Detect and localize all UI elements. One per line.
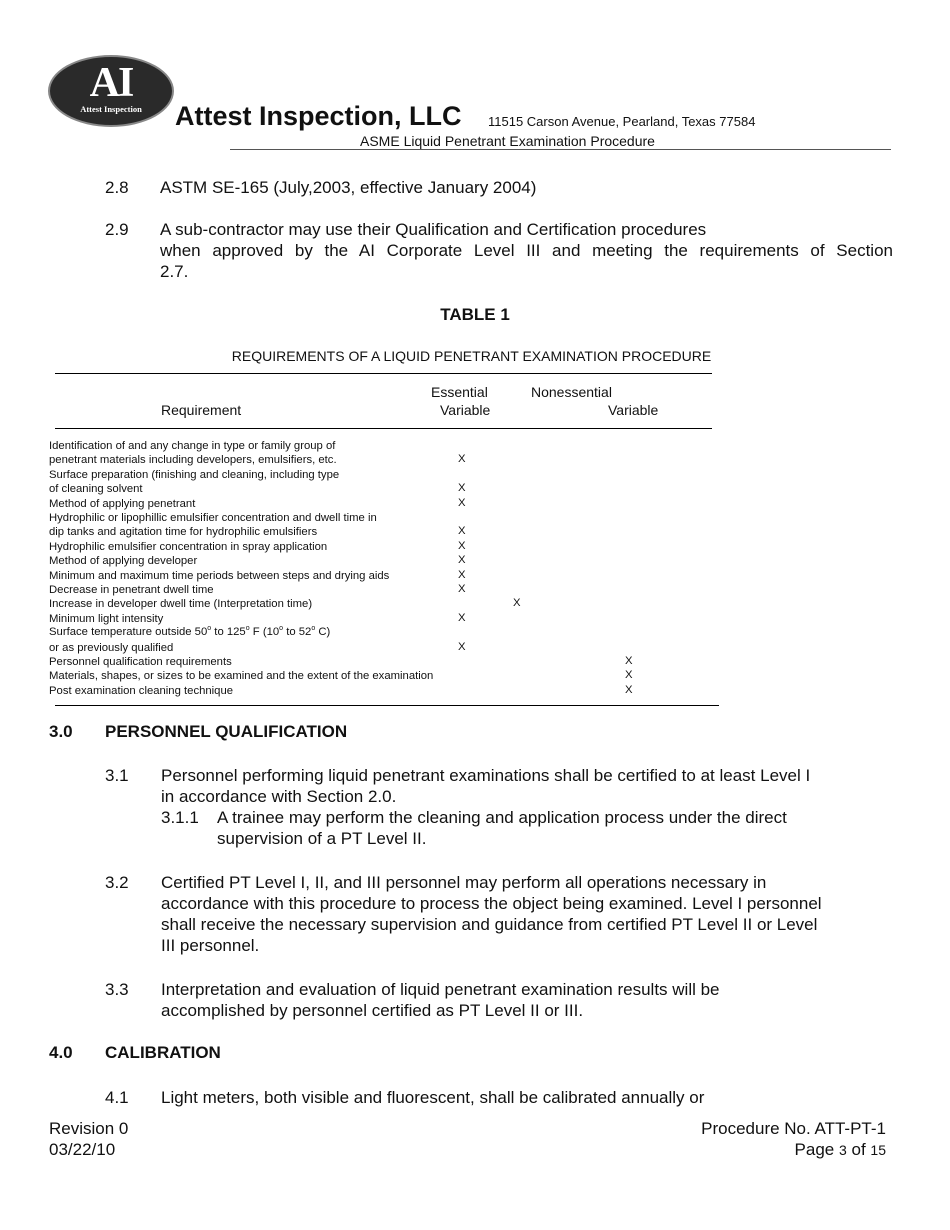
para-3-3-line: accomplished by personnel certified as PT Level II or III.	[161, 1001, 584, 1020]
essential-mark: X	[458, 453, 466, 466]
essential-header-variable: Variable	[440, 402, 491, 418]
essential-mark: X	[458, 539, 466, 552]
degree-symbol: o	[279, 625, 284, 633]
table-row: Minimum and maximum time periods between steps and drying aids	[49, 569, 390, 582]
para-4-1-number: 4.1	[105, 1088, 129, 1107]
para-3-1-line: Personnel performing liquid penetrant examinations shall be certified to at least Level I	[161, 766, 811, 785]
table-row: Identification of and any change in type or family group of	[49, 440, 336, 452]
footer-date: 03/22/10	[49, 1140, 116, 1159]
table-label: TABLE 1	[440, 305, 510, 324]
table-row: Increase in developer dwell time (Interpretation time)	[49, 598, 313, 611]
para-3-3-number: 3.3	[105, 980, 129, 999]
logo-text: AI	[89, 60, 133, 106]
section-3-title: PERSONNEL QUALIFICATION	[105, 722, 348, 741]
essential-mark: X	[458, 568, 466, 581]
table-header-rule	[55, 428, 712, 429]
item-2-9-line: when approved by the AI Corporate Level III and meeting the requirements of Section	[160, 241, 893, 260]
table-row: penetrant materials including developers, emulsifiers, etc.	[49, 454, 337, 467]
para-3-2-line: shall receive the necessary supervision and guidance from certified PT Level II or Level	[161, 915, 818, 934]
degree-symbol: o	[245, 625, 250, 633]
table-row: Post examination cleaning technique	[49, 684, 234, 697]
para-3-1-1-line: A trainee may perform the cleaning and application process under the direct	[217, 808, 787, 827]
para-3-1-1-number: 3.1.1	[161, 808, 199, 827]
table-row: of cleaning solvent	[49, 483, 143, 496]
table-row: Personnel qualification requirements	[49, 656, 232, 668]
para-3-1-1-line: supervision of a PT Level II.	[217, 829, 427, 848]
table-row: Hydrophilic emulsifier concentration in spray application	[49, 540, 328, 553]
essential-mark: X	[458, 611, 466, 624]
table-row: Surface preparation (finishing and cleaning, including type	[49, 468, 340, 481]
table-row: Minimum light intensity	[49, 612, 164, 625]
table-row: Decrease in penetrant dwell time	[49, 584, 214, 596]
table-bottom-rule	[55, 705, 719, 706]
item-2-9-number: 2.9	[105, 220, 129, 239]
document-subtitle: ASME Liquid Penetrant Examination Procedure	[360, 133, 655, 149]
table-row: Hydrophilic or lipophillic emulsifier concentration and dwell time in	[49, 512, 377, 524]
header-divider	[230, 149, 891, 150]
table-top-rule	[55, 373, 712, 374]
table-row: Surface temperature outside 50$^o$ to 125$^o$ F (10$^o$ to 52$^o$ C)	[49, 625, 331, 638]
para-3-2-line: Certified PT Level I, II, and III personnel may perform all operations necessary in	[161, 873, 767, 892]
degree-symbol: o	[207, 625, 212, 633]
item-2-9-line: A sub-contractor may use their Qualification and Certification procedures	[160, 220, 707, 239]
section-3-number: 3.0	[49, 722, 73, 741]
item-2-8-text: ASTM SE-165 (July,2003, effective January 2004)	[160, 178, 537, 197]
company-address: 11515 Carson Avenue, Pearland, Texas 77584	[488, 114, 756, 129]
essential-mark: X	[458, 525, 466, 538]
para-3-2-line: III personnel.	[161, 936, 260, 955]
nonessential-header: Nonessential	[531, 384, 612, 400]
section-4-title: CALIBRATION	[105, 1043, 221, 1062]
nonessential-header-variable: Variable	[608, 402, 659, 418]
table-row: Method of applying penetrant	[49, 497, 196, 510]
para-3-1-number: 3.1	[105, 766, 129, 785]
essential-header: Essential	[431, 384, 488, 400]
essential-mark: X	[513, 597, 521, 610]
company-logo	[48, 55, 174, 127]
para-3-2-number: 3.2	[105, 873, 129, 892]
nonessential-mark: X	[625, 655, 633, 667]
essential-mark: X	[458, 482, 466, 495]
table-row: dip tanks and agitation time for hydrophilic emulsifiers	[49, 526, 318, 539]
nonessential-mark: X	[625, 669, 633, 682]
degree-symbol: o	[311, 625, 316, 633]
item-2-9-line: 2.7.	[160, 262, 189, 281]
para-3-3-line: Interpretation and evaluation of liquid penetrant examination results will be	[161, 980, 720, 999]
para-4-1-line: Light meters, both visible and fluorescent, shall be calibrated annually or	[161, 1088, 705, 1107]
table-caption: REQUIREMENTS OF A LIQUID PENETRANT EXAMINATION PROCEDURE	[231, 348, 712, 364]
essential-mark: X	[458, 640, 466, 653]
footer-page-number: Page 3 of 15	[794, 1140, 886, 1159]
table-row: Method of applying developer	[49, 555, 198, 568]
requirement-header: Requirement	[161, 402, 242, 418]
para-3-1-line: in accordance with Section 2.0.	[161, 787, 397, 806]
logo-subtitle: Attest Inspection	[80, 104, 142, 114]
table-row: Materials, shapes, or sizes to be examined and the extent of the examination	[49, 670, 434, 683]
nonessential-mark: X	[625, 683, 633, 696]
para-3-2-line: accordance with this procedure to process the object being examined. Level I personnel	[161, 894, 822, 913]
essential-mark: X	[458, 583, 466, 595]
footer-revision: Revision 0	[49, 1119, 129, 1138]
footer-procedure-number: Procedure No. ATT-PT-1	[701, 1119, 886, 1138]
essential-mark: X	[458, 496, 466, 509]
essential-mark: X	[458, 554, 466, 567]
section-4-number: 4.0	[49, 1043, 73, 1062]
table-row: or as previously qualified	[49, 641, 174, 654]
item-2-8-number: 2.8	[105, 178, 129, 197]
company-name: Attest Inspection, LLC	[175, 101, 462, 131]
